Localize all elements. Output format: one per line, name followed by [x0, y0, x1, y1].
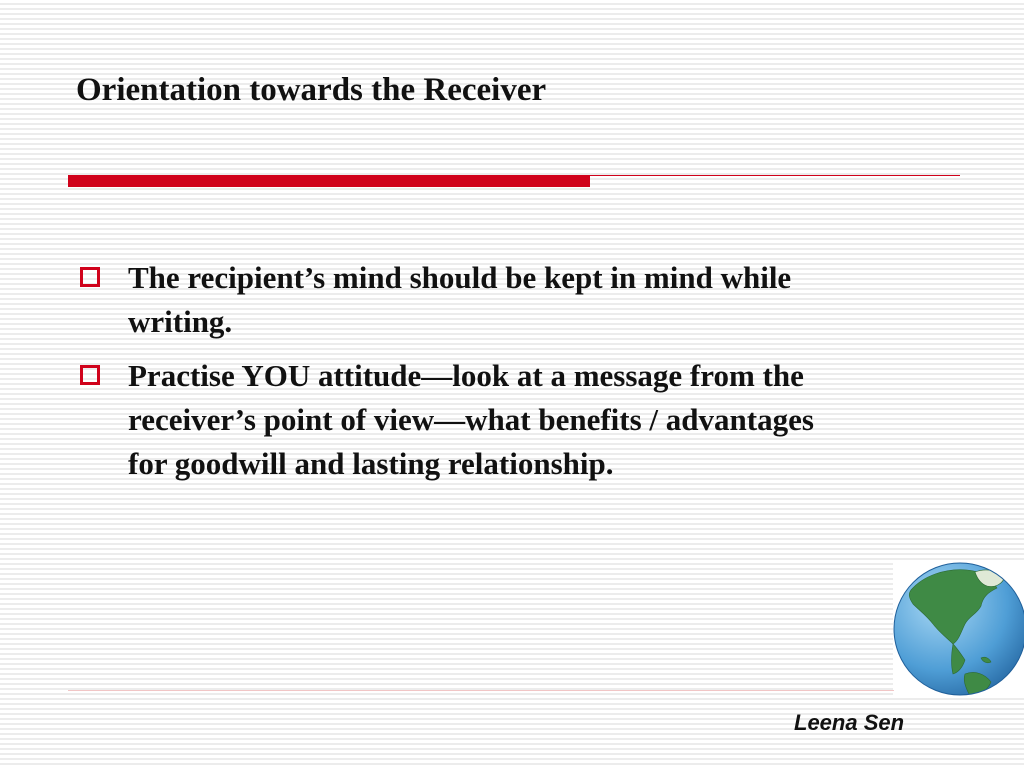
- bullet-text: The recipient’s mind should be kept in mind while writing.: [128, 260, 792, 339]
- bullet-item: [78, 354, 858, 486]
- slide-title: Orientation towards the Receiver: [76, 72, 547, 108]
- bullet-item: [78, 256, 858, 344]
- globe-icon: [893, 562, 1024, 696]
- bullet-text: Practise YOU attitude—look at a message from the receiver’s point of view—what benefits / advantages for goodwill and lasting relationship.: [128, 358, 814, 481]
- title-underline-thick: [68, 175, 590, 187]
- hollow-square-bullet-icon: [80, 267, 100, 287]
- title-underline-thin: [590, 175, 960, 176]
- bullet-list: [78, 256, 858, 496]
- author-name: Leena Sen: [794, 710, 905, 735]
- footer-divider: [68, 690, 894, 691]
- hollow-square-bullet-icon: [80, 365, 100, 385]
